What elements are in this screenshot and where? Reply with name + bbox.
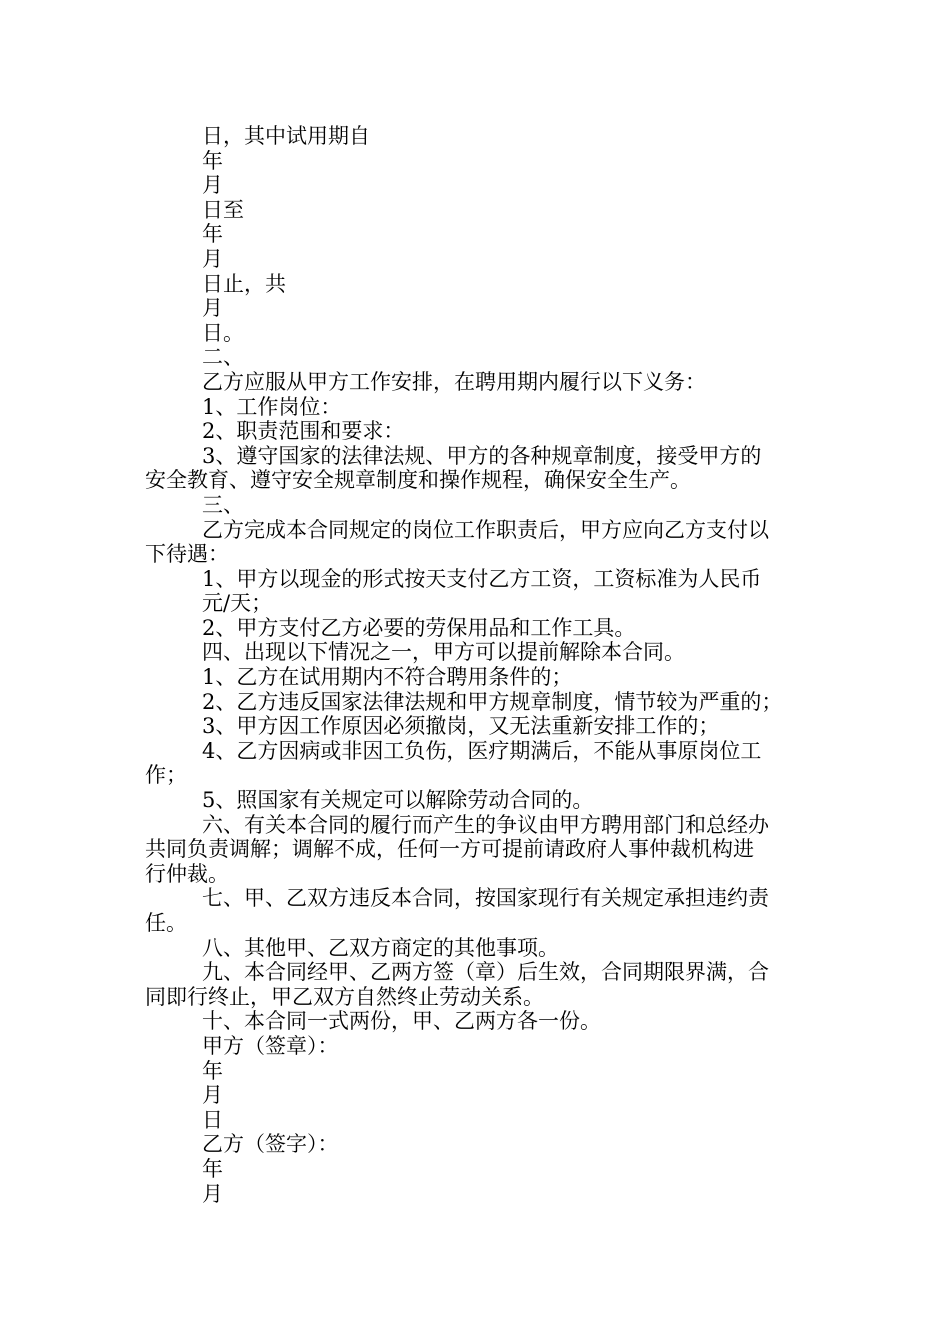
document-line: 同即行终止，甲乙双方自然终止劳动关系。 [145,984,544,1009]
document-line: 2、甲方支付乙方必要的劳保用品和工作工具。 [202,615,636,640]
document-line: 月 [202,296,223,321]
document-line: 年 [202,1058,223,1083]
document-line: 九、本合同经甲、乙两方签（章）后生效，合同期限界满，合 [202,960,769,985]
document-line: 三、 [202,492,244,517]
document-line: 作； [145,763,187,788]
document-line: 年 [202,1156,223,1181]
document-line: 八、其他甲、乙双方商定的其他事项。 [202,935,559,960]
document-line: 1、乙方在试用期内不符合聘用条件的； [202,665,573,690]
document-line: 安全教育、遵守安全规章制度和操作规程，确保安全生产。 [145,468,691,493]
document-line: 5、照国家有关规定可以解除劳动合同的。 [202,788,594,813]
document-line: 日，其中试用期自 [202,124,370,148]
document-line: 月 [202,1181,223,1206]
document-line: 月 [202,1083,223,1108]
document-line: 2、乙方违反国家法律法规和甲方规章制度，情节较为严重的； [202,689,783,714]
document-body [145,124,810,1206]
document-line: 乙方（签字）： [202,1132,339,1157]
document-line: 六、有关本合同的履行而产生的争议由甲方聘用部门和总经办 [202,812,769,837]
document-line: 四、出现以下情况之一，甲方可以提前解除本合同。 [202,640,685,665]
document-line: 月 [202,173,223,198]
document-line: 下待遇： [145,542,229,567]
document-line: 日。 [202,320,244,345]
document-line: 年 [202,222,223,247]
document-line: 日止，共 [202,271,286,296]
document-line: 乙方应服从甲方工作安排，在聘用期内履行以下义务： [202,369,706,394]
document-line: 二、 [202,345,244,370]
document-line: 共同负责调解；调解不成，任何一方可提前请政府人事仲裁机构进 [145,837,754,862]
document-line: 日 [202,1107,223,1132]
document-line: 3、遵守国家的法律法规、甲方的各种规章制度，接受甲方的 [202,443,762,468]
document-line: 月 [202,246,223,271]
document-line: 4、乙方因病或非因工负伤，医疗期满后，不能从事原岗位工 [202,738,762,763]
document-line: 乙方完成本合同规定的岗位工作职责后，甲方应向乙方支付以 [202,517,769,542]
document-line: 1、工作岗位： [202,394,342,419]
document-line: 任。 [145,911,187,935]
document-line: 行仲裁。 [145,861,229,886]
document-line: 元/天； [202,591,273,616]
document-line: 日至 [202,197,244,222]
document-line: 十、本合同一式两份，甲、乙两方各一份。 [202,1009,601,1034]
document-line: 2、职责范围和要求： [202,419,405,444]
document-line: 1、甲方以现金的形式按天支付乙方工资，工资标准为人民币 [202,566,762,591]
document-line: 年 [202,148,223,173]
document-line: 甲方（签章）： [202,1033,339,1058]
document-line: 3、甲方因工作原因必须撤岗，又无法重新安排工作的； [202,714,720,739]
document-line: 七、甲、乙双方违反本合同，按国家现行有关规定承担违约责 [202,886,769,911]
